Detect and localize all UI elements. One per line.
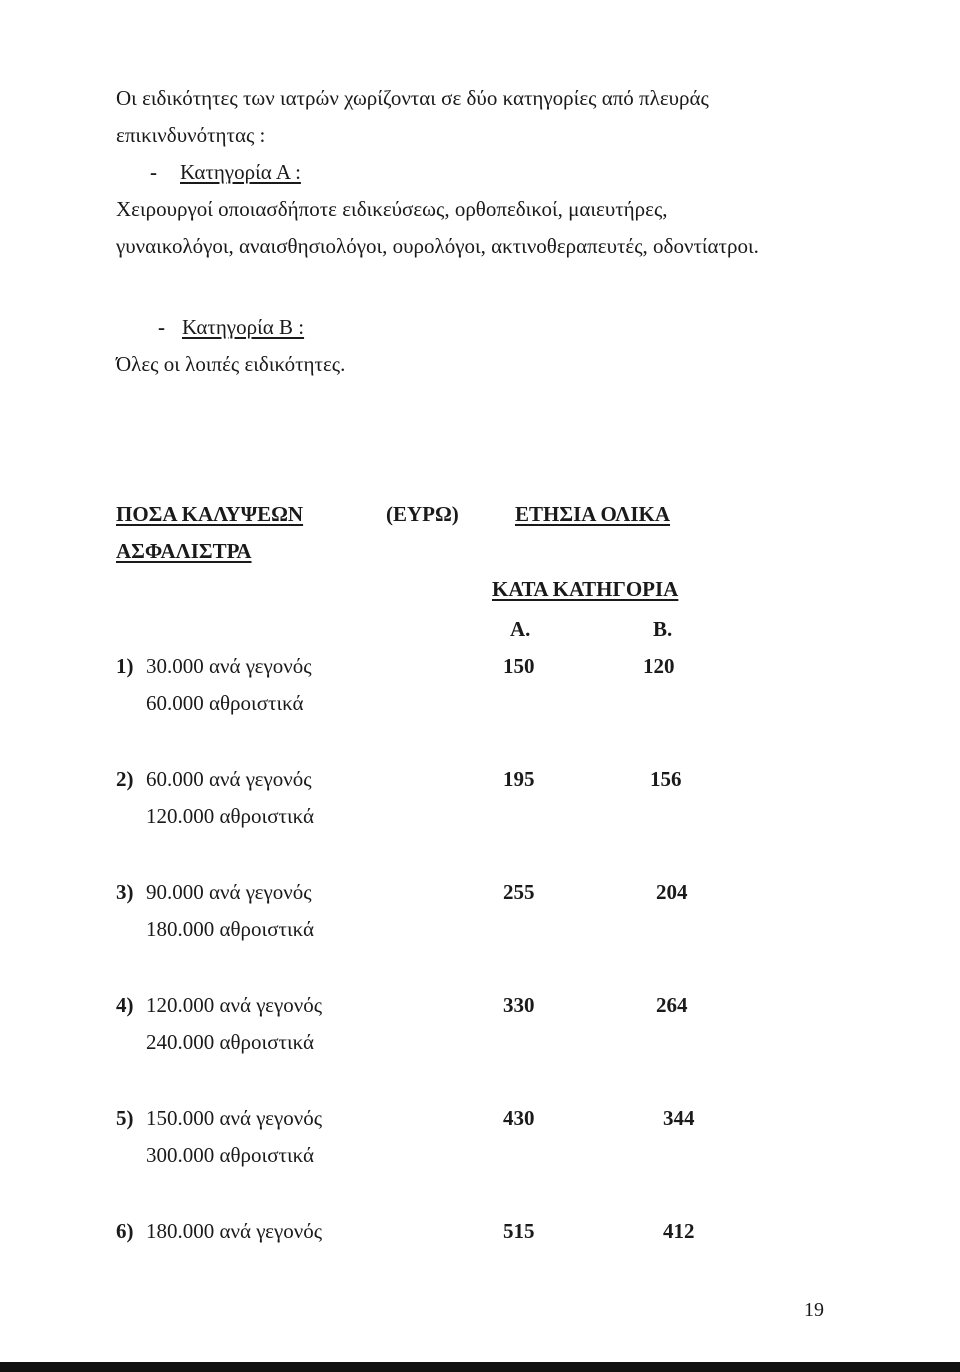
row-5-per-event: 150.000 ανά γεγονός xyxy=(146,1106,323,1130)
category-a-desc-line-1: Χειρουργοί οποιασδήποτε ειδικεύσεως, ορθοπεδικοί, μαιευτήρες, xyxy=(116,197,668,221)
row-1-per-event: 30.000 ανά γεγονός xyxy=(146,654,312,678)
row-5-aggregate: 300.000 αθροιστικά xyxy=(146,1143,314,1167)
intro-line-2: επικινδυνότητας : xyxy=(116,123,266,147)
row-3-per-event: 90.000 ανά γεγονός xyxy=(146,880,312,904)
table-col-a-header: Α. xyxy=(510,617,531,641)
category-b-desc: Όλες οι λοιπές ειδικότητες. xyxy=(116,352,346,376)
category-b-dash: - xyxy=(158,315,165,339)
row-4-number: 4) xyxy=(116,993,134,1017)
table-header-mid: (ΕΥΡΩ) xyxy=(386,502,459,526)
row-4-aggregate: 240.000 αθροιστικά xyxy=(146,1030,314,1054)
row-1-aggregate: 60.000 αθροιστικά xyxy=(146,691,304,715)
row-2-per-event: 60.000 ανά γεγονός xyxy=(146,767,312,791)
row-4-cat-b: 264 xyxy=(656,993,688,1017)
row-3-cat-b: 204 xyxy=(656,880,688,904)
table-subheader: ΚΑΤΑ ΚΑΤΗΓΟΡΙΑ xyxy=(492,577,679,601)
category-a-label: Κατηγορία Α : xyxy=(180,160,301,184)
row-4-per-event: 120.000 ανά γεγονός xyxy=(146,993,323,1017)
page-number: 19 xyxy=(804,1299,824,1321)
category-a-desc-line-2: γυναικολόγοι, αναισθησιολόγοι, ουρολόγοι, ακτινοθεραπευτές, οδοντίατροι. xyxy=(116,234,759,258)
table-header-right: ΕΤΗΣΙΑ ΟΛΙΚΑ xyxy=(515,502,671,526)
table-header-left-2: ΑΣΦΑΛΙΣΤΡΑ xyxy=(116,539,252,563)
row-3-aggregate: 180.000 αθροιστικά xyxy=(146,917,314,941)
row-6-number: 6) xyxy=(116,1219,134,1243)
row-5-cat-a: 430 xyxy=(503,1106,535,1130)
row-4-cat-a: 330 xyxy=(503,993,535,1017)
row-2-aggregate: 120.000 αθροιστικά xyxy=(146,804,314,828)
row-1-cat-a: 150 xyxy=(503,654,535,678)
row-6-per-event: 180.000 ανά γεγονός xyxy=(146,1219,323,1243)
intro-line-1: Οι ειδικότητες των ιατρών χωρίζονται σε δύο κατηγορίες από πλευράς xyxy=(116,86,709,110)
row-1-number: 1) xyxy=(116,654,134,678)
row-1-cat-b: 120 xyxy=(643,654,675,678)
row-3-cat-a: 255 xyxy=(503,880,535,904)
row-2-cat-a: 195 xyxy=(503,767,535,791)
row-5-number: 5) xyxy=(116,1106,134,1130)
scan-bottom-edge xyxy=(0,1362,960,1372)
row-6-cat-b: 412 xyxy=(663,1219,695,1243)
row-2-number: 2) xyxy=(116,767,134,791)
table-col-b-header: Β. xyxy=(653,617,673,641)
row-2-cat-b: 156 xyxy=(650,767,682,791)
category-b-label: Κατηγορία Β : xyxy=(182,315,305,339)
row-3-number: 3) xyxy=(116,880,134,904)
row-6-cat-a: 515 xyxy=(503,1219,535,1243)
category-a-dash: - xyxy=(150,160,157,184)
row-5-cat-b: 344 xyxy=(663,1106,695,1130)
table-header-left: ΠΟΣΑ ΚΑΛΥΨΕΩΝ xyxy=(116,502,304,526)
